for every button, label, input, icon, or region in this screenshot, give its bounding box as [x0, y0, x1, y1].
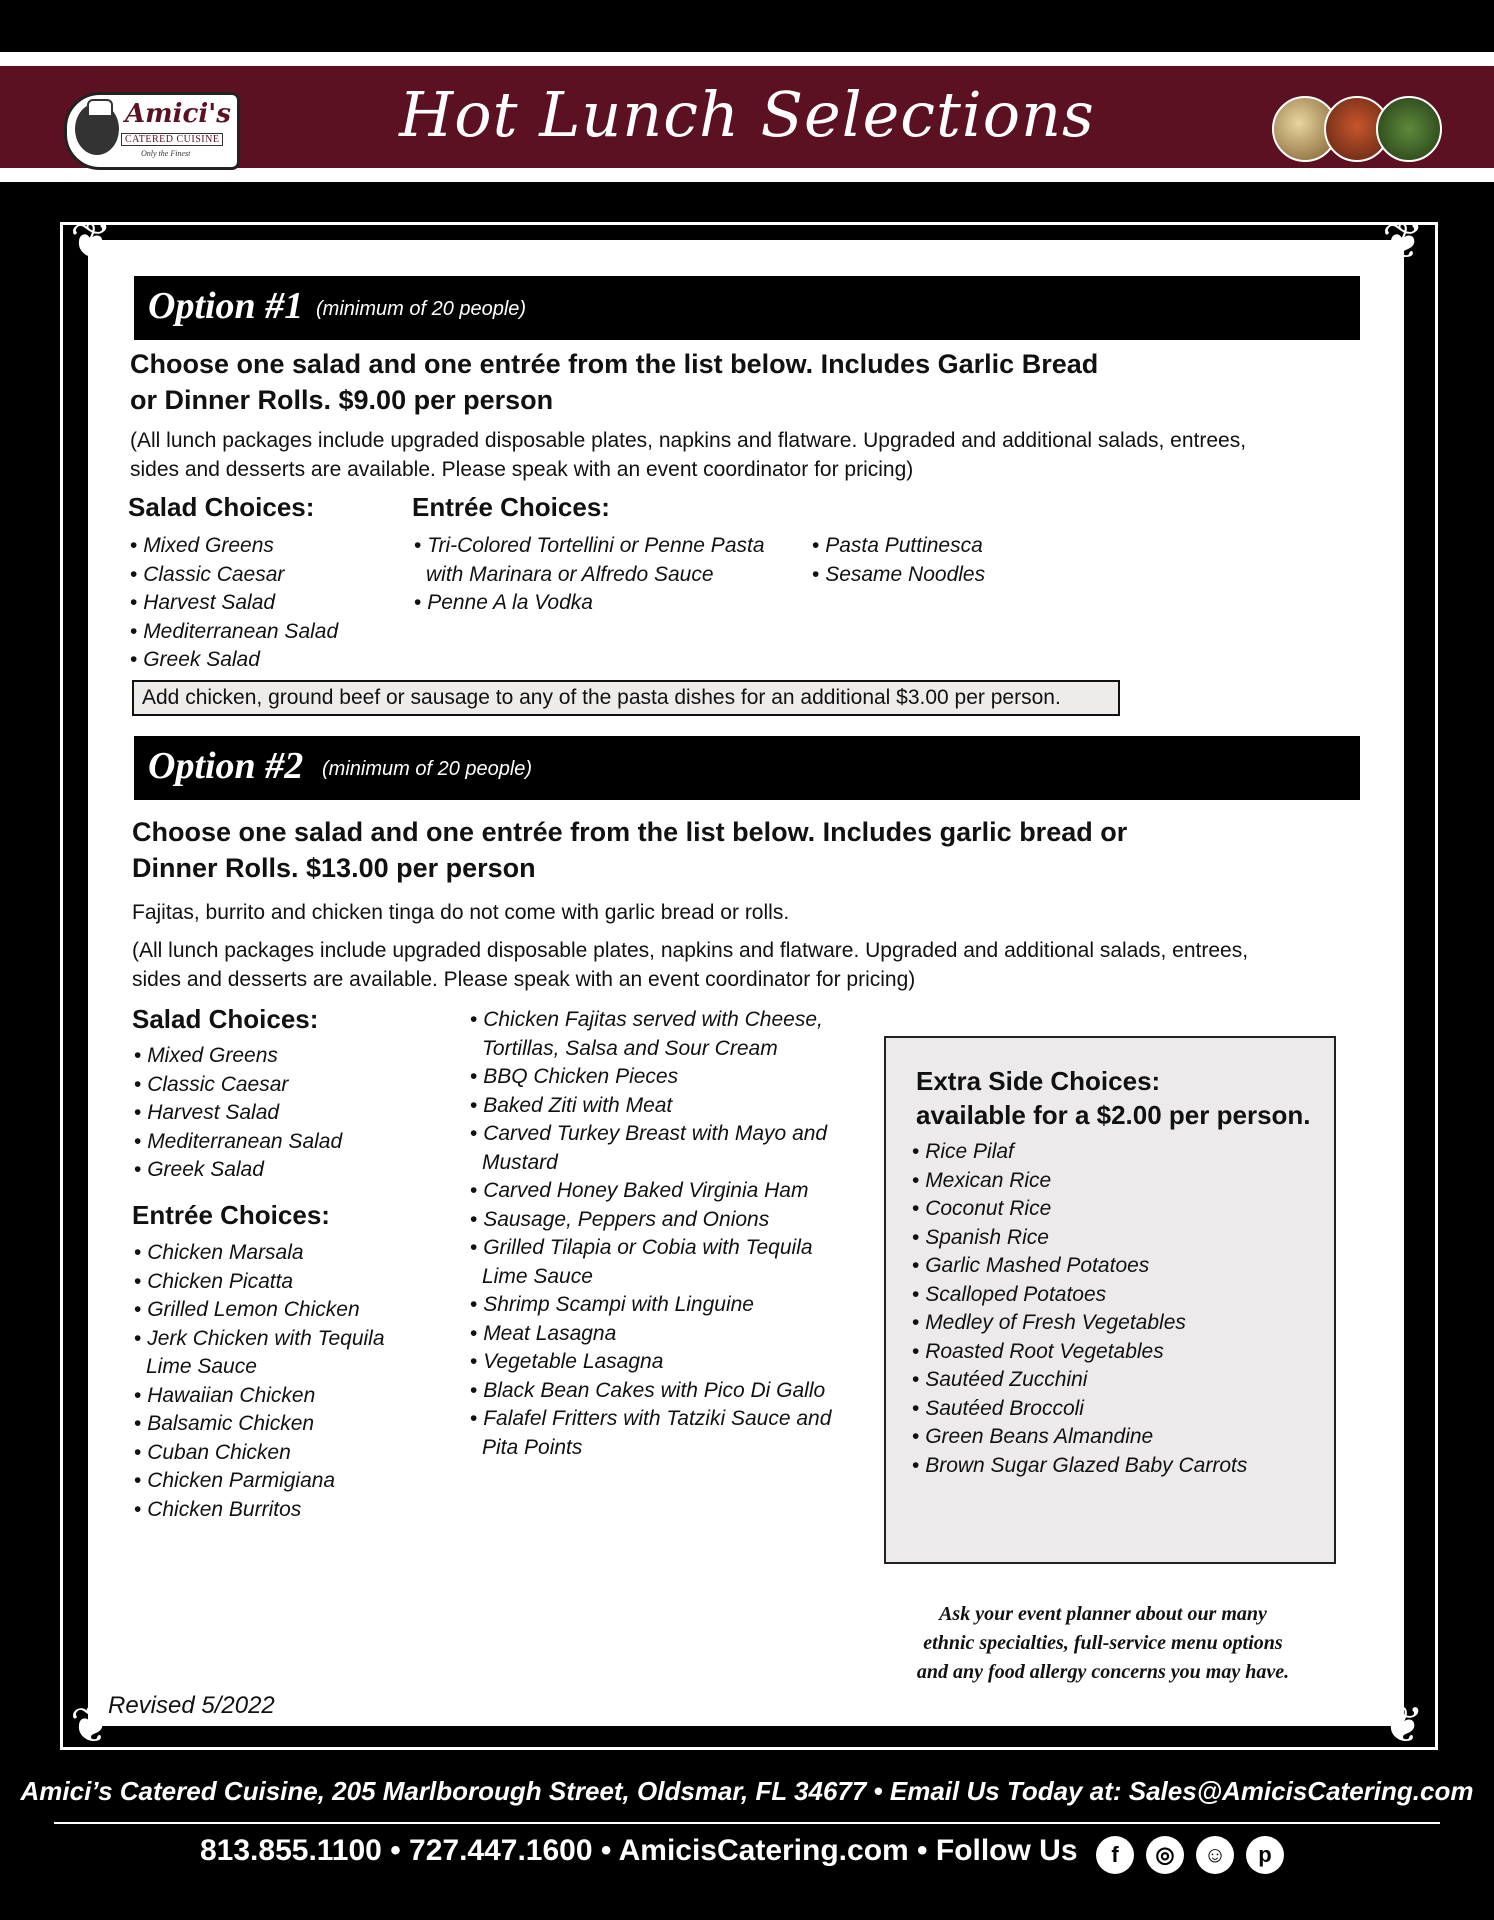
- sides-title-line1: Extra Side Choices:: [916, 1066, 1161, 1096]
- option1-entree-list-col1: [414, 532, 788, 618]
- entree-item: • Pasta Puttinesca: [812, 532, 1092, 561]
- flourish-bottom-left-icon: ❦: [70, 1696, 112, 1754]
- salad-item: • Mixed Greens: [130, 532, 380, 561]
- entree-item: • Carved Honey Baked Virginia Ham: [470, 1177, 840, 1206]
- option1-salad-list: [130, 532, 380, 675]
- planner-note-line3: and any food allergy concerns you may have.: [916, 1661, 1290, 1683]
- planner-note-line2: ethnic specialties, full-service menu options: [923, 1632, 1283, 1654]
- option2-header-bar: [134, 736, 1360, 800]
- option2-heading-line2: Dinner Rolls. $13.00 per person: [132, 853, 536, 883]
- side-item: • Roasted Root Vegetables: [912, 1338, 1312, 1367]
- option1-addon-note: Add chicken, ground beef or sausage to any of the pasta dishes for an additional $3.00 per person.: [132, 680, 1120, 716]
- header-band: [0, 66, 1494, 168]
- salad-item: • Classic Caesar: [130, 561, 380, 590]
- option2-exception: Fajitas, burrito and chicken tinga do not come with garlic bread or rolls.: [132, 901, 790, 924]
- side-item: • Mexican Rice: [912, 1167, 1312, 1196]
- entree-item: • Sausage, Peppers and Onions: [470, 1206, 840, 1235]
- salad-item: • Greek Salad: [134, 1156, 434, 1185]
- option1-header-bar: [134, 276, 1360, 340]
- entree-item: • Jerk Chicken with Tequila Lime Sauce: [134, 1325, 404, 1382]
- option2-salad-list: [134, 1042, 434, 1185]
- snapchat-icon[interactable]: ☺: [1196, 1836, 1234, 1874]
- salad-item: • Mixed Greens: [134, 1042, 434, 1071]
- option2-minimum: (minimum of 20 people): [322, 758, 533, 780]
- side-item: • Sautéed Zucchini: [912, 1366, 1312, 1395]
- option1-label: Option #1: [148, 285, 304, 327]
- entree-item: • Black Bean Cakes with Pico Di Gallo: [470, 1377, 840, 1406]
- footer-contact-line[interactable]: 813.855.1100 • 727.447.1600 • AmicisCatering.com • Follow Us: [200, 1834, 1078, 1867]
- logo-name: Amici's: [125, 99, 231, 129]
- page-title: Hot Lunch Selections: [399, 78, 1095, 151]
- salad-item: • Mediterranean Salad: [130, 618, 380, 647]
- entree-item: • Shrimp Scampi with Linguine: [470, 1291, 840, 1320]
- entree-item: • Cuban Chicken: [134, 1439, 404, 1468]
- footer-address-line[interactable]: Amici’s Catered Cuisine, 205 Marlborough Street, Oldsmar, FL 34677 • Email Us Today at: Sales@AmicisCatering.com: [20, 1776, 1474, 1806]
- side-item: • Green Beans Almandine: [912, 1423, 1312, 1452]
- sides-list: [912, 1138, 1312, 1480]
- option2-heading-line1: Choose one salad and one entrée from the list below. Includes garlic bread or: [132, 817, 1128, 847]
- facebook-icon[interactable]: f: [1096, 1836, 1134, 1874]
- salad-item: • Harvest Salad: [130, 589, 380, 618]
- side-item: • Sautéed Broccoli: [912, 1395, 1312, 1424]
- entree-item: • BBQ Chicken Pieces: [470, 1063, 840, 1092]
- entree-item: • Carved Turkey Breast with Mayo and Mustard: [470, 1120, 840, 1177]
- logo-subtitle: CATERED CUISINE: [121, 133, 223, 146]
- logo-tagline: Only the Finest: [141, 149, 191, 158]
- footer-divider: [54, 1822, 1440, 1824]
- flourish-top-right-icon: ❦: [1382, 212, 1424, 270]
- entree-item: • Falafel Fritters with Tatziki Sauce and Pita Points: [470, 1405, 840, 1462]
- entree-item: • Tri-Colored Tortellini or Penne Pasta with Marinara or Alfredo Sauce: [414, 532, 788, 589]
- side-item: • Coconut Rice: [912, 1195, 1312, 1224]
- option2-salad-title: Salad Choices:: [132, 1004, 319, 1034]
- entree-item: • Penne A la Vodka: [414, 589, 788, 618]
- option2-note-line2: sides and desserts are available. Please speak with an event coordinator for pricing): [132, 968, 916, 991]
- entree-item: • Grilled Lemon Chicken: [134, 1296, 404, 1325]
- option2-note-line1: (All lunch packages include upgraded disposable plates, napkins and flatware. Upgraded and additional salads, entrees,: [132, 939, 1249, 962]
- food-photo-3: [1376, 96, 1442, 162]
- entree-item: • Sesame Noodles: [812, 561, 1092, 590]
- option2-entree-title: Entrée Choices:: [132, 1200, 330, 1230]
- flourish-bottom-right-icon: ❦: [1382, 1696, 1424, 1754]
- planner-note: [880, 1600, 1326, 1687]
- extra-sides-box: [884, 1036, 1336, 1564]
- header-banner: [0, 52, 1494, 182]
- entree-item: • Hawaiian Chicken: [134, 1382, 404, 1411]
- entree-item: • Chicken Picatta: [134, 1268, 404, 1297]
- revised-date: Revised 5/2022: [108, 1692, 275, 1719]
- entree-item: • Balsamic Chicken: [134, 1410, 404, 1439]
- entree-item: • Grilled Tilapia or Cobia with Tequila Lime Sauce: [470, 1234, 840, 1291]
- option1-heading-line1: Choose one salad and one entrée from the list below. Includes Garlic Bread: [130, 349, 1099, 379]
- side-item: • Scalloped Potatoes: [912, 1281, 1312, 1310]
- planner-note-line1: Ask your event planner about our many: [939, 1603, 1267, 1625]
- option2-label: Option #2: [148, 745, 304, 787]
- option1-note-line1: (All lunch packages include upgraded disposable plates, napkins and flatware. Upgraded and additional salads, entrees,: [130, 429, 1247, 452]
- option1-entree-title: Entrée Choices:: [412, 492, 610, 522]
- option1-salad-title: Salad Choices:: [128, 492, 315, 522]
- entree-item: • Baked Ziti with Meat: [470, 1092, 840, 1121]
- entree-item: • Vegetable Lasagna: [470, 1348, 840, 1377]
- sides-title-line2: available for a $2.00 per person.: [916, 1100, 1311, 1130]
- option1-minimum: (minimum of 20 people): [316, 298, 527, 320]
- side-item: • Medley of Fresh Vegetables: [912, 1309, 1312, 1338]
- option2-entree-list-col1: [134, 1239, 404, 1524]
- entree-item: • Chicken Marsala: [134, 1239, 404, 1268]
- option2-entree-list-col2: [470, 1006, 840, 1462]
- side-item: • Spanish Rice: [912, 1224, 1312, 1253]
- entree-item: • Chicken Parmigiana: [134, 1467, 404, 1496]
- option1-heading-line2: or Dinner Rolls. $9.00 per person: [130, 385, 554, 415]
- entree-item: • Chicken Burritos: [134, 1496, 404, 1525]
- instagram-icon[interactable]: ◎: [1146, 1836, 1184, 1874]
- entree-item: • Meat Lasagna: [470, 1320, 840, 1349]
- side-item: • Brown Sugar Glazed Baby Carrots: [912, 1452, 1312, 1481]
- side-item: • Rice Pilaf: [912, 1138, 1312, 1167]
- salad-item: • Mediterranean Salad: [134, 1128, 434, 1157]
- option1-entree-list-col2: [812, 532, 1092, 589]
- salad-item: • Classic Caesar: [134, 1071, 434, 1100]
- side-item: • Garlic Mashed Potatoes: [912, 1252, 1312, 1281]
- flourish-top-left-icon: ❦: [70, 212, 112, 270]
- entree-item: • Chicken Fajitas served with Cheese, Tortillas, Salsa and Sour Cream: [470, 1006, 840, 1063]
- salad-item: • Harvest Salad: [134, 1099, 434, 1128]
- food-photos: [1272, 96, 1442, 162]
- pinterest-icon[interactable]: p: [1246, 1836, 1284, 1874]
- option1-note-line2: sides and desserts are available. Please speak with an event coordinator for pricing): [130, 458, 914, 481]
- salad-item: • Greek Salad: [130, 646, 380, 675]
